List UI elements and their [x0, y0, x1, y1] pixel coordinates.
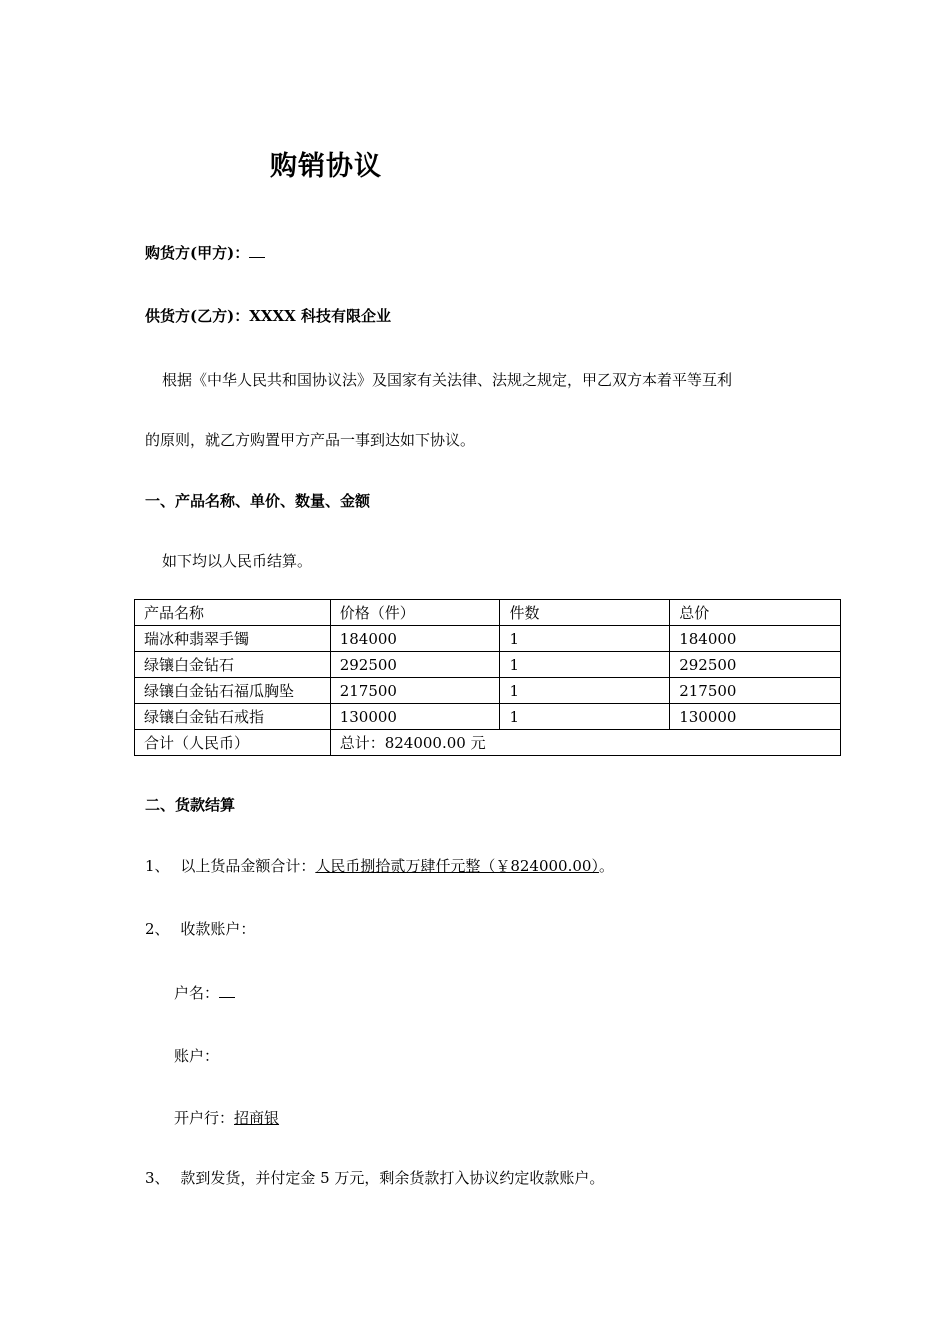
table-header-row	[135, 600, 841, 626]
item-text: 收款账户：	[180, 920, 256, 938]
total-value-cell: 总计：824000.00 元	[330, 730, 840, 756]
amount-text: 人民币捌拾贰万肆仟元整（￥824000.00）	[315, 857, 599, 875]
section2-heading: 二、货款结算	[145, 796, 236, 814]
account-name-label: 户名：	[174, 984, 220, 1002]
product-name-cell: 绿镶白金钻石福瓜胸坠	[135, 678, 331, 704]
bank-line	[174, 1108, 279, 1128]
payment-item-3	[145, 1168, 604, 1188]
table-row	[135, 626, 841, 652]
account-name-blank	[219, 983, 235, 998]
item-tail: 。	[598, 857, 614, 875]
item-number: 3、	[145, 1169, 170, 1187]
table-row	[135, 652, 841, 678]
header-cell: 产品名称	[135, 600, 331, 626]
account-name-line	[174, 983, 235, 1003]
total-cell: 130000	[670, 704, 841, 730]
payment-item-1	[145, 856, 614, 876]
table-row	[135, 678, 841, 704]
table-row	[135, 704, 841, 730]
document-title: 购销协议	[270, 151, 382, 182]
product-name-cell: 绿镶白金钻石	[135, 652, 331, 678]
total-cell: 184000	[670, 626, 841, 652]
bank-label: 开户行：	[174, 1109, 235, 1127]
item-number: 1、	[145, 857, 170, 875]
seller-line	[145, 306, 391, 326]
price-cell: 292500	[330, 652, 500, 678]
item-text: 以上货品金额合计：	[180, 857, 316, 875]
buyer-line	[145, 243, 265, 263]
total-label-cell: 合计（人民币）	[135, 730, 331, 756]
price-cell: 130000	[330, 704, 500, 730]
price-cell: 217500	[330, 678, 500, 704]
buyer-label: 购货方(甲方)：	[145, 244, 250, 262]
table-total-row	[135, 730, 841, 756]
buyer-blank	[249, 243, 265, 258]
header-cell: 总价	[670, 600, 841, 626]
quantity-cell: 1	[500, 678, 670, 704]
total-cell: 292500	[670, 652, 841, 678]
section1-heading: 一、产品名称、单价、数量、金额	[145, 492, 371, 510]
header-cell: 件数	[500, 600, 670, 626]
seller-name: XXXX 科技有限企业	[249, 307, 391, 325]
section1-note: 如下均以人民币结算。	[162, 552, 313, 570]
intro-line-1: 根据《中华人民共和国协议法》及国家有关法律、法规之规定，甲乙双方本着平等互利	[162, 371, 733, 389]
total-cell: 217500	[670, 678, 841, 704]
header-cell: 价格（件）	[330, 600, 500, 626]
bank-value: 招商银	[234, 1109, 280, 1127]
price-cell: 184000	[330, 626, 500, 652]
quantity-cell: 1	[500, 704, 670, 730]
quantity-cell: 1	[500, 652, 670, 678]
goods-table	[134, 599, 841, 756]
item-text: 款到发货，并付定金 5 万元，剩余货款打入协议约定收款账户。	[180, 1169, 605, 1187]
payment-item-2	[145, 919, 255, 939]
product-name-cell: 绿镶白金钻石戒指	[135, 704, 331, 730]
seller-label: 供货方(乙方)：	[145, 307, 250, 325]
item-number: 2、	[145, 920, 170, 938]
product-name-cell: 瑞冰种翡翠手镯	[135, 626, 331, 652]
account-line: 账户：	[174, 1047, 220, 1065]
intro-line-2: 的原则，就乙方购置甲方产品一事到达如下协议。	[145, 431, 476, 449]
quantity-cell: 1	[500, 626, 670, 652]
